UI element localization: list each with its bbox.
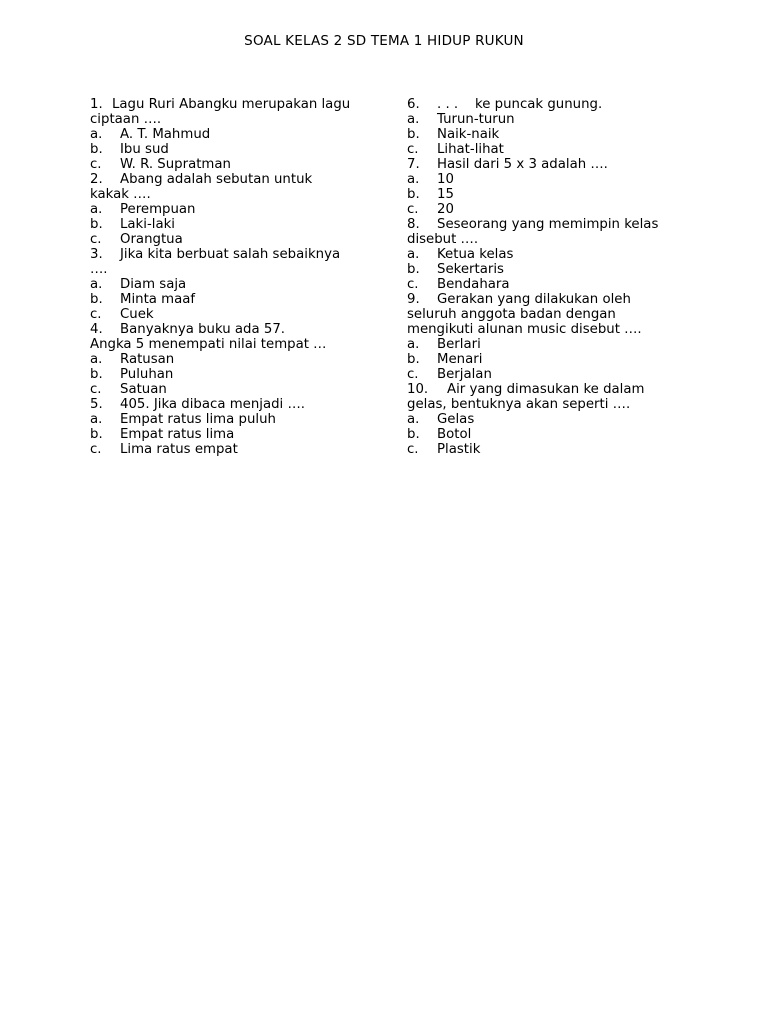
- option-text: Sekertaris: [437, 262, 504, 277]
- option-text: Diam saja: [120, 277, 187, 292]
- question-number: 5.: [90, 397, 103, 412]
- question-text: Banyaknya buku ada 57.: [120, 322, 286, 337]
- question-text: Seseorang yang memimpin kelas: [437, 217, 659, 232]
- option-letter: b.: [407, 352, 420, 367]
- option-text: Botol: [437, 427, 472, 442]
- option-letter: c.: [407, 442, 419, 457]
- option-letter: b.: [90, 367, 103, 382]
- answer-option: [90, 412, 390, 427]
- option-letter: b.: [407, 262, 420, 277]
- question-line: [90, 97, 390, 112]
- question-number: 4.: [90, 322, 103, 337]
- option-text: Menari: [437, 352, 483, 367]
- answer-option: [407, 127, 707, 142]
- option-letter: b.: [407, 187, 420, 202]
- question-text: Air yang dimasukan ke dalam: [447, 382, 645, 397]
- answer-option: [407, 337, 707, 352]
- option-text: Minta maaf: [120, 292, 196, 307]
- question-text: . . . ke puncak gunung.: [437, 97, 603, 112]
- answer-option: [90, 307, 390, 322]
- question-continuation: ….: [90, 262, 108, 277]
- option-text: A. T. Mahmud: [120, 127, 211, 142]
- option-text: Naik-naik: [437, 127, 500, 142]
- answer-option: [407, 262, 707, 277]
- answer-option: [90, 217, 390, 232]
- answer-option: [90, 277, 390, 292]
- option-letter: b.: [90, 292, 103, 307]
- question-text: Lagu Ruri Abangku merupakan lagu: [112, 97, 351, 112]
- option-text: 15: [437, 187, 454, 202]
- question-text: Gerakan yang dilakukan oleh: [437, 292, 631, 307]
- question-number: 10.: [407, 382, 429, 397]
- option-letter: b.: [90, 142, 103, 157]
- answer-option: [407, 277, 707, 292]
- option-letter: a.: [90, 352, 103, 367]
- option-text: Ibu sud: [120, 142, 169, 157]
- question-text: Abang adalah sebutan untuk: [120, 172, 313, 187]
- left-question-column: [90, 97, 390, 457]
- question-line: [407, 292, 707, 307]
- answer-option: [407, 187, 707, 202]
- answer-option: [407, 202, 707, 217]
- question-number: 1.: [90, 97, 103, 112]
- option-letter: a.: [90, 412, 103, 427]
- option-letter: a.: [90, 277, 103, 292]
- option-text: W. R. Supratman: [120, 157, 231, 172]
- answer-option: [90, 157, 390, 172]
- option-letter: a.: [407, 112, 420, 127]
- option-letter: a.: [407, 172, 420, 187]
- answer-option: [90, 202, 390, 217]
- option-letter: a.: [90, 202, 103, 217]
- question-continuation: mengikuti alunan music disebut ….: [407, 322, 642, 337]
- option-text: Gelas: [437, 412, 475, 427]
- option-text: Turun-turun: [437, 112, 515, 127]
- answer-option: [90, 382, 390, 397]
- option-text: Bendahara: [437, 277, 510, 292]
- question-line: [407, 382, 707, 397]
- answer-option: [407, 442, 707, 457]
- answer-option: [90, 352, 390, 367]
- option-letter: a.: [407, 412, 420, 427]
- answer-option: [90, 367, 390, 382]
- option-letter: c.: [407, 142, 419, 157]
- option-text: Ketua kelas: [437, 247, 514, 262]
- question-continuation: kakak ….: [90, 187, 151, 202]
- answer-option: [407, 427, 707, 442]
- answer-option: [90, 232, 390, 247]
- option-letter: b.: [407, 127, 420, 142]
- question-line: [90, 172, 390, 187]
- option-text: Lihat-lihat: [437, 142, 504, 157]
- option-text: 20: [437, 202, 454, 217]
- option-letter: c.: [90, 382, 102, 397]
- option-text: Orangtua: [120, 232, 183, 247]
- question-number: 7.: [407, 157, 420, 172]
- right-question-column: [407, 97, 707, 457]
- option-text: Ratusan: [120, 352, 175, 367]
- option-text: Perempuan: [120, 202, 196, 217]
- option-letter: c.: [90, 307, 102, 322]
- option-text: Berlari: [437, 337, 481, 352]
- option-letter: c.: [407, 277, 419, 292]
- answer-option: [90, 127, 390, 142]
- question-line: [407, 157, 707, 172]
- question-number: 2.: [90, 172, 103, 187]
- option-text: Berjalan: [437, 367, 492, 382]
- question-line: [90, 247, 390, 262]
- answer-option: [407, 142, 707, 157]
- answer-option: [90, 442, 390, 457]
- answer-option: [407, 412, 707, 427]
- option-text: Empat ratus lima: [120, 427, 235, 442]
- answer-option: [407, 112, 707, 127]
- option-letter: b.: [90, 217, 103, 232]
- option-text: Plastik: [437, 442, 481, 457]
- question-number: 6.: [407, 97, 420, 112]
- question-continuation: disebut ….: [407, 232, 479, 247]
- option-letter: c.: [407, 367, 419, 382]
- question-continuation: Angka 5 menempati nilai tempat …: [90, 337, 327, 352]
- option-letter: a.: [90, 127, 103, 142]
- option-letter: a.: [407, 247, 420, 262]
- option-text: Lima ratus empat: [120, 442, 238, 457]
- option-letter: b.: [407, 427, 420, 442]
- question-line: [90, 322, 390, 337]
- answer-option: [407, 172, 707, 187]
- option-letter: b.: [90, 427, 103, 442]
- option-letter: c.: [90, 442, 102, 457]
- question-text: Hasil dari 5 x 3 adalah ….: [437, 157, 608, 172]
- answer-option: [90, 292, 390, 307]
- question-text: 405. Jika dibaca menjadi ….: [120, 397, 305, 412]
- option-text: Cuek: [120, 307, 154, 322]
- option-text: 10: [437, 172, 454, 187]
- option-letter: a.: [407, 337, 420, 352]
- option-text: Laki-laki: [120, 217, 175, 232]
- answer-option: [90, 427, 390, 442]
- option-text: Puluhan: [120, 367, 174, 382]
- question-number: 9.: [407, 292, 420, 307]
- question-line: [407, 97, 707, 112]
- option-letter: c.: [90, 157, 102, 172]
- question-continuation: gelas, bentuknya akan seperti ….: [407, 397, 631, 412]
- question-number: 3.: [90, 247, 103, 262]
- answer-option: [407, 367, 707, 382]
- question-continuation: seluruh anggota badan dengan: [407, 307, 616, 322]
- page-title: SOAL KELAS 2 SD TEMA 1 HIDUP RUKUN: [244, 33, 524, 49]
- question-line: [90, 397, 390, 412]
- question-line: [407, 217, 707, 232]
- answer-option: [90, 142, 390, 157]
- question-text: Jika kita berbuat salah sebaiknya: [120, 247, 341, 262]
- option-text: Satuan: [120, 382, 167, 397]
- question-number: 8.: [407, 217, 420, 232]
- option-letter: c.: [90, 232, 102, 247]
- answer-option: [407, 247, 707, 262]
- option-text: Empat ratus lima puluh: [120, 412, 276, 427]
- answer-option: [407, 352, 707, 367]
- question-continuation: ciptaan ….: [90, 112, 162, 127]
- option-letter: c.: [407, 202, 419, 217]
